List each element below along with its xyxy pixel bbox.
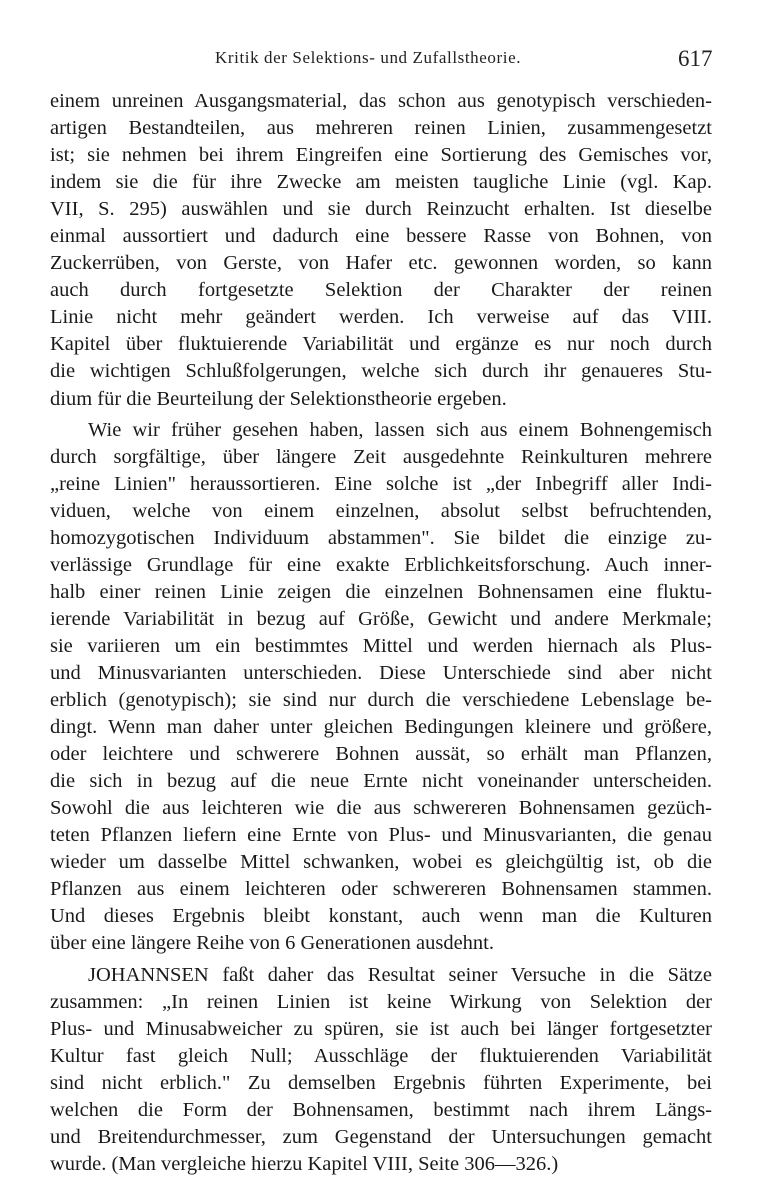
text-line: Kapitel über fluktuierende Variabilität und ergänze es nur noch durch bbox=[50, 333, 712, 356]
text-line: „reine Linien" heraussortieren. Eine solche ist „der Inbegriff aller Indi- bbox=[50, 472, 712, 495]
body-text bbox=[50, 88, 712, 1178]
text-line: einem unreinen Ausgangsmaterial, das schon aus genotypisch verschieden- bbox=[50, 90, 712, 112]
text-line: auch durch fortgesetzte Selektion der Charakter der reinen bbox=[50, 279, 712, 302]
paragraph bbox=[50, 962, 712, 1178]
text-line: JOHANNSEN faßt daher das Resultat seiner Versuche in die Sätze bbox=[88, 963, 712, 986]
text-line: viduen, welche von einem einzelnen, absolut selbst befruchtenden, bbox=[50, 499, 712, 522]
text-line: Sowohl die aus leichteren wie die aus schwereren Bohnensamen gezüch- bbox=[50, 797, 712, 820]
text-line: wurde. (Man vergleiche hierzu Kapitel VIII, Seite 306—326.) bbox=[50, 1152, 559, 1175]
text-line: ist; sie nehmen bei ihrem Eingreifen eine Sortierung des Gemisches vor, bbox=[50, 144, 712, 167]
text-line: Zuckerrüben, von Gerste, von Hafer etc. gewonnen worden, so kann bbox=[50, 252, 712, 275]
text-line: sind nicht erblich." Zu demselben Ergebnis führten Experimente, bei bbox=[50, 1071, 712, 1094]
text-line: wieder um dasselbe Mittel schwanken, wobei es gleichgültig ist, ob die bbox=[50, 851, 712, 874]
text-line: teten Pflanzen liefern eine Ernte von Plus- und Minusvarianten, die genau bbox=[50, 824, 712, 847]
text-line: die sich in bezug auf die neue Ernte nicht voneinander unterscheiden. bbox=[50, 770, 712, 793]
text-line: Plus- und Minusabweicher zu spüren, sie ist auch bei länger fortgesetzter bbox=[50, 1017, 712, 1040]
text-line: Kultur fast gleich Null; Ausschläge der fluktuierenden Variabilität bbox=[50, 1044, 712, 1067]
text-line: erblich (genotypisch); sie sind nur durch die verschiedene Lebenslage be- bbox=[50, 689, 712, 712]
paragraph bbox=[50, 88, 712, 413]
text-line: die wichtigen Schlußfolgerungen, welche sich durch ihr genaueres Stu- bbox=[50, 360, 712, 383]
text-line: über eine längere Reihe von 6 Generationen ausdehnt. bbox=[50, 932, 494, 955]
page-number: 617 bbox=[678, 46, 713, 71]
text-line: indem sie die für ihre Zwecke am meisten taugliche Linie (vgl. Kap. bbox=[50, 171, 712, 194]
text-line: Linie nicht mehr geändert werden. Ich verweise auf das VIII. bbox=[50, 306, 712, 329]
text-line: oder leichtere und schwerere Bohnen aussät, so erhält man Pflanzen, bbox=[50, 743, 712, 766]
text-line: und Breitendurchmesser, zum Gegenstand der Untersuchungen gemacht bbox=[50, 1125, 712, 1148]
text-line: durch sorgfältige, über längere Zeit ausgedehnte Reinkulturen mehrere bbox=[50, 445, 712, 468]
paragraph bbox=[50, 417, 712, 958]
text-line: und Minusvarianten unterschieden. Diese Unterschiede sind aber nicht bbox=[50, 661, 712, 684]
text-line: artigen Bestandteilen, aus mehreren reinen Linien, zusammengesetzt bbox=[50, 117, 712, 140]
text-line: VII, S. 295) auswählen und sie durch Reinzucht erhalten. Ist dieselbe bbox=[50, 198, 712, 221]
text-line: halb einer reinen Linie zeigen die einzelnen Bohnensamen eine fluktu- bbox=[50, 580, 712, 603]
text-line: dingt. Wenn man daher unter gleichen Bedingungen kleinere und größere, bbox=[50, 716, 712, 739]
text-line: dium für die Beurteilung der Selektionstheorie ergeben. bbox=[50, 387, 507, 410]
text-line: homozygotischen Individuum abstammen". Sie bildet die einzige zu- bbox=[50, 526, 712, 549]
text-line: welchen die Form der Bohnensamen, bestimmt nach ihrem Längs- bbox=[50, 1098, 712, 1121]
text-line: sie variieren um ein bestimmtes Mittel und werden hiernach als Plus- bbox=[50, 634, 712, 657]
text-line: einmal aussortiert und dadurch eine bessere Rasse von Bohnen, von bbox=[50, 225, 712, 248]
running-head: Kritik der Selektions- und Zufallstheorie. bbox=[215, 48, 522, 67]
text-line: verlässige Grundlage für eine exakte Erblichkeitsforschung. Auch inner- bbox=[50, 553, 712, 576]
text-line: Und dieses Ergebnis bleibt konstant, auch wenn man die Kulturen bbox=[50, 905, 712, 928]
text-line: zusammen: „In reinen Linien ist keine Wirkung von Selektion der bbox=[50, 990, 712, 1013]
text-line: Pflanzen aus einem leichteren oder schwereren Bohnensamen stammen. bbox=[50, 878, 712, 901]
text-line: Wie wir früher gesehen haben, lassen sich aus einem Bohnengemisch bbox=[88, 418, 712, 441]
text-line: ierende Variabilität in bezug auf Größe, Gewicht und andere Merkmale; bbox=[50, 607, 712, 630]
